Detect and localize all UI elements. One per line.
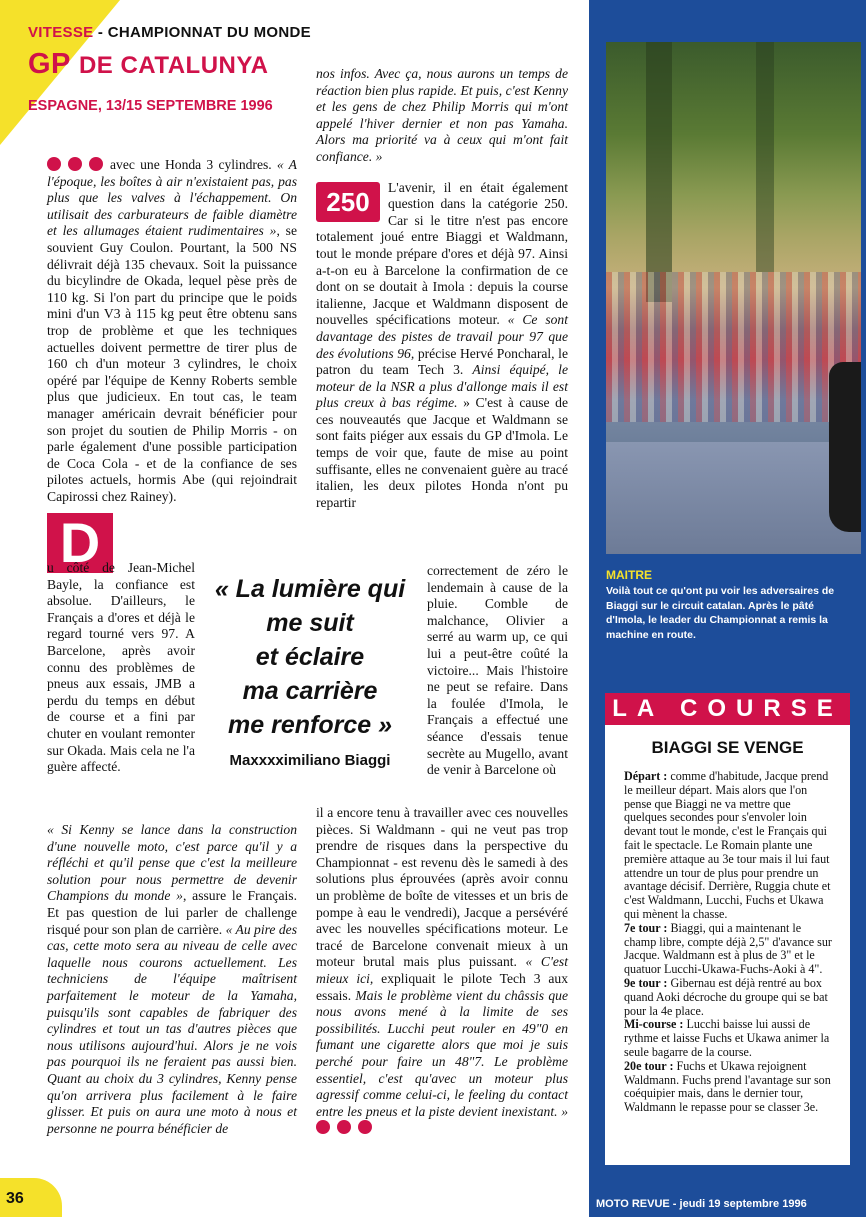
continued-dots — [47, 157, 110, 174]
page-title — [28, 48, 269, 81]
col2-paragraph-250: 250 L'avenir, il en était également question dans la catégorie 250. Car si le titre n'est pas encore totalement joué entre Biaggi et Waldmann, tout le monde prépare d'ores et déjà 97. Ainsi a-t-on eu à Barcelone la confirmation de ce dont on se doutait à Imola : depuis la course italienne, Jacque et Waldmann disposent de nouvelles spécifications moteur. « Ce sont davantage des pistes de travail pour 97 que des évolutions 96, précise Hervé Poncharal, le patron du team Tech 3. Ainsi équipé, le moteur de la NSR a plus d'allonge mais il est plus creux à bas régime. » C'est à cause de ces nouveautés que Jacque et Waldmann se sont faits piéger aux essais du GP d'Imola. Le temps de voir que, faute de mise au point suffisante, elles ne convenaient guère au tracé italien, les deux pilotes Honda n'ont pu repartir — [316, 179, 569, 510]
dropcap: D — [47, 513, 113, 573]
col1-p2: u côté de Jean-Michel Bayle, la confiance est absolue. D'ailleurs, le Français a d'ores et déjà le regard tourné vers 97. A Barcelone, après avoir connu des problèmes de pneus aux essais, JMB a perdu du temps en début de course et a fini par chuter en voulant remonter sur Okada. Mais cela ne l'a guère affecté. — [47, 560, 195, 775]
column-1-bottom: « Si Kenny se lance dans la construction d'une nouvelle moto, c'est parce qu'il y a réfléchi et qu'il pense que c'est la meilleure solution pour nous permettre de devenir Champions du monde », assure le Français. Et pas question de lui parler de challenge risqué pour son plan de carrière. « Au pire des cas, cette moto sera au niveau de celle avec laquelle nous courons actuellement. Les techniciens de l'équipe maîtrisent parfaitement le moteur de la Yamaha, puisqu'ils sont capables de fabriquer des cylindres et tout un tas d'autres pièces que nous utilisons aujourd'hui. Alors je ne vois pas pourquoi ils ne feraient pas aussi bien. Quant au choix du 3 cylindres, Kenny pense qu'on arrivera plus facilement à le faire glisser. Et puis on aura une moto à nous et personne ne pourra bénéficier de — [47, 822, 297, 1136]
race-item: 9e tour : Gibernau est déjà rentré au box quand Aoki décroche du groupe qui se bat pour la 4e place. — [624, 975, 828, 1018]
column-2-top: nos infos. Avec ça, nous aurons un temps de réaction bien plus rapide. Et puis, c'est Kenny et les gens de chez Philip Morris qui m'ont appelé l'hiver dernier et non pas Yamaha. Alors ma priorité va à ceux qui m'ont fait confiance. » 250 L'avenir, il en était également question dans la catégorie 250. Car si le titre n'est pas encore totalement joué entre Biaggi et Waldmann, tout le monde prépare d'ores et déjà 97. Ainsi a-t-on eu à Barcelone la confirmation de ce dont on se doutait à Imola : depuis la course italienne, Jacque et Waldmann disposent de nouvelles spécifications moteur. « Ce sont davantage des pistes de travail pour 97 que des évolutions 96, précise Hervé Poncharal, le patron du team Tech 3. Ainsi équipé, le moteur de la NSR a plus d'allonge mais il est plus creux à bas régime. » C'est à cause de ces nouveautés que Jacque et Waldmann se sont faits piéger aux essais du GP d'Imola. Le temps de voir que, faute de mise au point suffisante, elles ne convenaient guère au tracé italien, les deux pilotes Honda n'ont pu repartir — [316, 66, 569, 510]
race-box-title: BIAGGI SE VENGE — [651, 738, 804, 757]
race-item: 20e tour : Fuchs et Ukawa rejoignent Waldmann. Fuchs prend l'avantage sur son coéquipier mais, dans le dernier tour, Waldmann le repasse pour se classer 3e. — [624, 1058, 831, 1115]
column-1 — [47, 157, 297, 573]
category-badge-250: 250 — [316, 182, 380, 222]
magazine-footer: MOTO REVUE - jeudi 19 septembre 1996 — [596, 1198, 807, 1210]
race-item: Mi-course : Lucchi baisse lui aussi de rythme et laisse Fuchs et Ukawa animer la seule bagarre de la course. — [624, 1017, 830, 1059]
end-dots — [316, 1120, 379, 1137]
column-2-bottom: il a encore tenu à travailler avec ces nouvelles pièces. Si Waldmann - qui ne veut pas trop prendre de risques dans la perspective du Championnat - est revenu dès le samedi à des solutions plus éprouvées (après avoir connu un problème de boîte de vitesses et un bris de pompe à eau le vendredi), Jacque a persévéré avec les nouvelles spécifications moteur. Le tracé de Barcelone convenait mieux à un moteur brutal mais plus puissant. « C'est mieux ici, expliquait le pilote Tech 3 aux essais. Mais le problème vient du châssis que nous avons mené à la limite de ses possibilités. Lucchi peut rouler en 49"0 en fumant une cigarette alors que moi je suis perché pour faire un 48"7. Le problème essentiel, c'est qu'avec un moteur plus agressif comme celui-ci, le feeling du contact entre les pneus et la piste devient inexistant. » — [316, 805, 568, 1137]
page-number: 36 — [6, 1190, 24, 1207]
kicker-rest: - CHAMPIONNAT DU MONDE — [93, 24, 311, 41]
race-box-header: LA COURSE — [605, 693, 850, 725]
pull-quote: « La lumière qui me suit et éclaire ma carrière me renforce » — [214, 575, 406, 739]
title-name: DE CATALUNYA — [78, 52, 269, 79]
photo-caption-title: MAITRE — [606, 568, 652, 582]
section-kicker — [28, 24, 311, 41]
column-1-narrow — [47, 560, 195, 776]
dateline: ESPAGNE, 13/15 SEPTEMBRE 1996 — [28, 98, 273, 114]
race-item: Départ : comme d'habitude, Jacque prend le meilleur départ. Mais alors que l'on pense que Biaggi ne va mettre que quelques secondes pour s'envoler loin devant tout le monde, c'est le Français qui fait le spectacle. Le Romain plante une première attaque au 3e tour mais il lui faut attendre un tour de plus pour prendre un avantage décisif. Derrière, Ruggia chute et c'est Waldmann, Lucchi, Fuchs et Ukawa qui mènent la chasse. — [624, 769, 831, 921]
kicker-category: VITESSE — [28, 24, 94, 41]
race-photo — [606, 42, 861, 554]
race-item: 7e tour : Biaggi, qui a maintenant le champ libre, compte déjà 2,5" d'avance sur Jacque. Waldmann est à plus de 3" et le quatuor Lucchi-Ukawa-Fuchs-Aoki à 4". — [624, 920, 832, 977]
photo-caption-text: Voilà tout ce qu'ont pu voir les adversaires de Biaggi sur le circuit catalan. Après le pâté d'Imola, le leader du Championnat a remis la machine en route. — [606, 585, 835, 641]
race-report — [624, 770, 834, 1115]
title-gp: GP — [28, 48, 79, 80]
pull-quote-author: Maxxxximiliano Biaggi — [229, 752, 391, 769]
column-2-narrow: correctement de zéro le lendemain à cause de la pluie. Comble de malchance, Olivier a serré au warm up, ce qui lui a peut-être coûté la victoire... Mais l'histoire ne peut se refaire. Dans la foulée d'Imola, le Français a effectué une séance d'essais tenue secrète au Mugello, avant de venir à Barcelone où — [427, 563, 568, 778]
col1-paragraph-1: avec une Honda 3 cylindres. « A l'époque, les boîtes à air n'existaient pas, pas plus que les valves à l'échappement. On utilisait des carburateurs de faible diamètre et les allumages étaient rudimentaires », se souvient Guy Coulon. Pourtant, la 500 NS délivrait déjà 135 chevaux. Soit la puissance du bicylindre de Okada, lequel pèse près de 110 kg. Si l'on part du principe que le poids mini d'un V3 à 115 kg peut être obtenu sans trop de problème et que les techniques actuelles doivent permettre de tirer plus de 160 ch d'un moteur 3 cylindres, le choix opéré par l'équipe de Kenny Roberts semble plus que judicieux. En tout cas, le team manager américain devrait bénéficier pour son projet du soutien de Philip Morris - on parle également d'une possible participation de Coca Cola - et de la confiance de ses pilotes actuels, hormis Abe (qui rejoindrait Capirossi chez Rainey). — [47, 157, 297, 504]
